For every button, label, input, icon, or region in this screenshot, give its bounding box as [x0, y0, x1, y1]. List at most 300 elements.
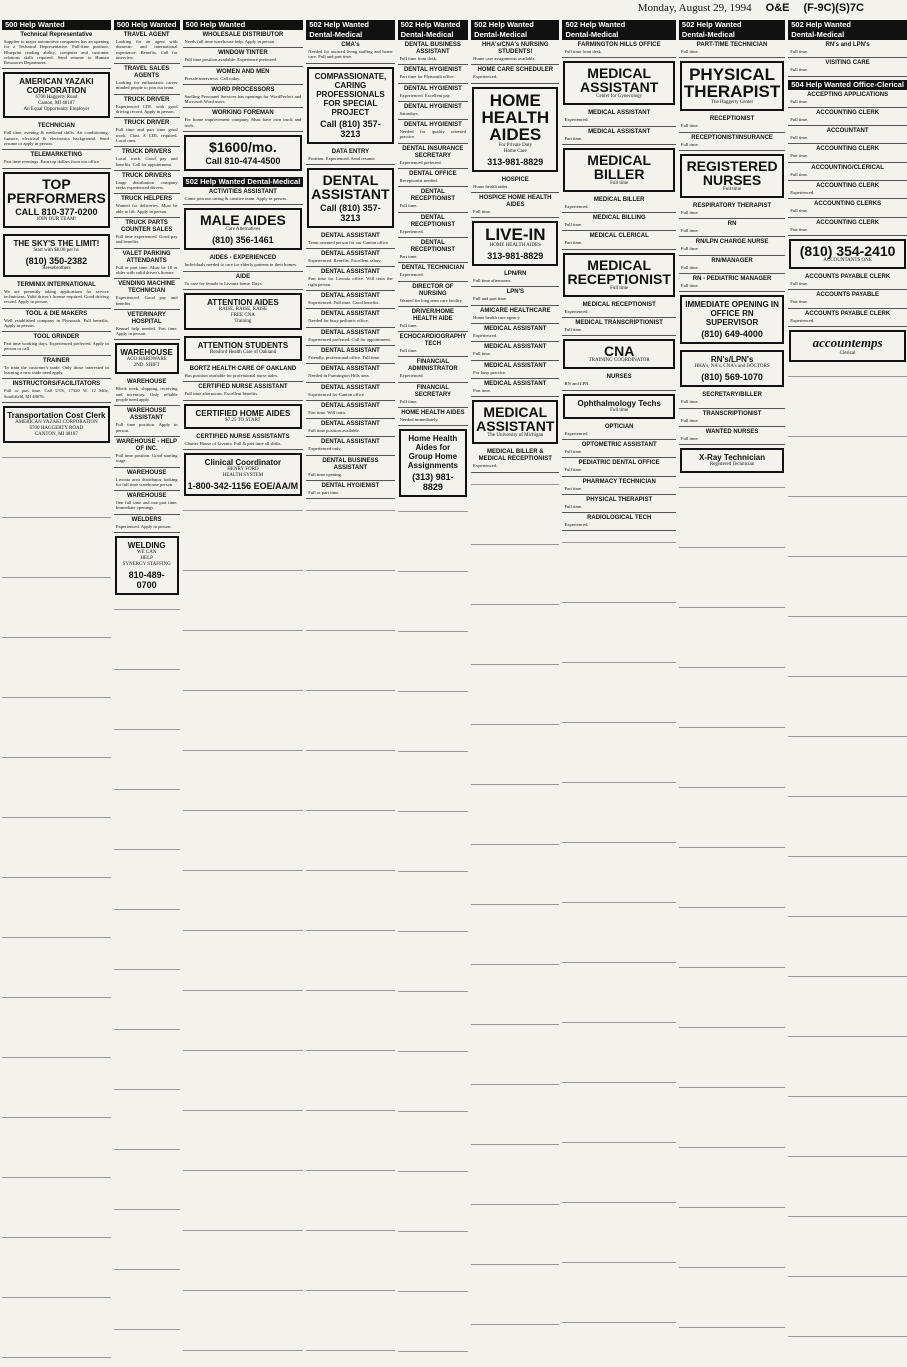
ad-body: Full time.: [680, 209, 699, 215]
ad-body: For busy practice.: [473, 369, 507, 375]
ad-body: Full time experienced. Good pay and benefits.: [115, 234, 178, 245]
column-subheading: Dental-Medical: [681, 30, 735, 39]
ad-body: Saturdays.: [399, 110, 419, 116]
display-ad: [472, 221, 558, 266]
ad-body: Full time.: [399, 398, 418, 404]
ad-body: Full time.: [790, 135, 809, 141]
ad-body: Full time.: [473, 208, 492, 214]
classified-ad: [788, 40, 907, 58]
classified-ad: [306, 437, 394, 455]
ad-title: HHA's/CNA's NURSING STUDENTS!: [482, 42, 549, 55]
display-ad: [563, 339, 674, 369]
classified-ad: [562, 495, 675, 513]
ad-title: ECHOCARDIOGRAPHY TECH: [399, 334, 467, 348]
column-subheading: Dental-Medical: [791, 30, 845, 39]
classified-ad: [306, 309, 394, 327]
display-ad-line: Full time: [722, 186, 742, 192]
display-ad-phone: 313-981-8829: [487, 251, 544, 262]
ad-title: AIDES - EXPERIENCED: [209, 255, 277, 262]
ad-body: RN and LPN.: [564, 381, 590, 387]
ad-body: Part time for Livonia office. Will train the right person.: [308, 276, 393, 287]
ad-title: DENTAL BUSINESS ASSISTANT: [404, 42, 461, 55]
ad-body: Part time.: [399, 253, 418, 259]
display-ad: [789, 330, 906, 362]
ad-body: Full time.: [790, 49, 809, 54]
ad-body: Full time.: [790, 280, 809, 286]
ad-title: DENTAL TECHNICIAN: [401, 265, 465, 272]
ad-title: DENTAL ASSISTANT: [321, 293, 380, 300]
classified-column: [2, 20, 111, 1365]
ad-title: LPN/RN: [504, 271, 527, 278]
ad-title: TRANSCRIPTIONIST: [702, 410, 762, 417]
column-heading-text: 502 Help Wanted: [565, 20, 626, 29]
classified-column: [306, 20, 394, 1365]
display-ad: [399, 429, 468, 497]
ad-title: DENTAL ASSISTANT: [321, 439, 380, 446]
ad-title: TRUCK HELPERS: [121, 196, 173, 203]
classified-ad: [114, 249, 180, 280]
ad-body: Full time front desk.: [399, 56, 438, 61]
classified-ad: [183, 30, 304, 48]
ad-body: Full time front desk.: [564, 49, 602, 54]
ad-body: Experienced.: [790, 190, 815, 196]
classified-ad: [114, 491, 180, 515]
classified-ad: [562, 477, 675, 495]
ad-title: TRUCK DRIVERS: [121, 149, 172, 156]
ad-title: DENTAL BUSINESS ASSISTANT: [322, 457, 379, 471]
classified-ad: [398, 307, 469, 332]
ad-title: CERTIFIED NURSE ASSISTANTS: [196, 433, 290, 440]
ad-title: TOOL GRINDER: [33, 334, 80, 341]
ad-title: TRAINER: [43, 357, 70, 364]
ad-body: We are presently taking applications for service technicians. Valid driver's license required. Good driving record. Apply in person.: [4, 288, 109, 305]
ad-body: Home health aides.: [473, 183, 509, 189]
ad-body: Full time.: [399, 203, 418, 209]
ad-body: Experienced. Good pay and benefits.: [115, 295, 178, 306]
classified-ad: [471, 193, 559, 218]
ad-title: INSTRUCTORS/FACILITATORS: [12, 381, 101, 388]
ad-title: RESPIRATORY THERAPIST: [693, 202, 772, 209]
classified-ad: [398, 102, 469, 120]
classified-ad: [398, 84, 469, 102]
ad-title: ACCOUNTS PAYABLE: [816, 292, 879, 299]
ad-title: ACCOUNTANT: [826, 128, 869, 135]
column-continuation-text: [471, 473, 559, 1365]
display-ad: [472, 87, 558, 172]
ad-body: Full time.: [564, 503, 583, 509]
classified-ad: [471, 175, 559, 193]
display-ad: [184, 453, 303, 496]
display-ad-line: 2ND. SHIFT: [133, 363, 160, 369]
ad-title: DENTAL HYGIENIST: [403, 85, 462, 92]
classified-column: [183, 20, 304, 1365]
column-heading-text: 500 Help Wanted: [5, 20, 65, 29]
display-ad-line: Full time: [610, 285, 629, 291]
ad-title: OPTICIAN: [604, 423, 634, 430]
ad-body: Experienced. Benefits. Excellent salary.: [308, 258, 382, 264]
ad-title: WORKING FOREMAN: [212, 110, 274, 117]
display-ad-headline: CNA: [604, 343, 635, 360]
publication-name: O&E: [765, 2, 790, 14]
ad-title: DENTAL ASSISTANT: [321, 366, 380, 373]
ad-body: Experienced.: [473, 333, 498, 339]
classified-ad: [114, 64, 180, 95]
classified-ad: [183, 85, 304, 109]
classified-ad: [788, 272, 907, 290]
ad-title: DATA ENTRY: [331, 148, 370, 155]
ad-title: Technical Representative: [20, 32, 93, 38]
ad-title: RECEPTIONIST: [709, 116, 755, 123]
ad-title: TRUCK DRIVER: [123, 96, 170, 103]
display-ad-line: HELP: [140, 555, 153, 561]
display-ad: [3, 72, 110, 118]
ad-title: TRUCK DRIVER: [123, 120, 170, 127]
classified-column: [114, 20, 180, 1365]
ad-title: DENTAL ASSISTANT: [321, 251, 380, 258]
classified-ad: [306, 346, 394, 364]
classified-ad: [2, 356, 111, 380]
column-heading-text: 502 Help Wanted: [400, 20, 461, 29]
ad-body: Full time.: [399, 322, 418, 328]
display-ad-phone: (810) 356-1461: [212, 235, 274, 246]
ad-title: BORTZ HEALTH CARE OF OAKLAND: [189, 365, 297, 372]
ad-body: Home health care agency.: [473, 314, 521, 320]
ad-title: PHYSICAL THERAPIST: [586, 496, 653, 503]
ad-title: DENTAL ASSISTANT: [321, 347, 380, 354]
ad-title: FINANCIAL SECRETARY: [414, 384, 452, 398]
classified-ad: [183, 432, 304, 450]
classified-ad: [788, 144, 907, 162]
classified-ad: [306, 364, 394, 382]
ad-body: Experienced.: [564, 308, 589, 314]
ad-body: Full time.: [790, 67, 809, 73]
classified-ad: [114, 218, 180, 249]
ad-title: VENDING MACHINE TECHNICIAN: [118, 281, 176, 295]
section-heading: 502 Help Wanted Dental-Medical: [183, 177, 304, 187]
ad-body: Full or part time.: [308, 490, 340, 496]
display-ad-phone: 810-489-0700: [128, 569, 165, 590]
column-heading-text: 502 Help Wanted: [681, 20, 742, 29]
classified-ad: [114, 30, 180, 64]
column-heading-text: 502 Help Wanted: [791, 20, 851, 29]
ad-title: AMICARE HEALTHCARE: [480, 307, 551, 314]
ad-body: Full time position. Good starting wage.: [115, 452, 178, 464]
ad-title: WAREHOUSE ASSISTANT: [126, 408, 167, 422]
display-ad-title: Clinical Coordinator: [204, 457, 282, 467]
ad-body: Full time.: [473, 351, 492, 357]
ad-title: VISITING CARE: [825, 60, 870, 67]
display-ad: [563, 61, 674, 105]
classified-ad: [562, 458, 675, 476]
ad-body: Experienced.: [790, 317, 815, 323]
display-ad-title: IMMEDIATE OPENING IN OFFICE RN SUPERVISOR: [685, 300, 779, 328]
column-continuation-text: [562, 531, 675, 1365]
ad-body: Presale interviews. Call today.: [184, 75, 241, 81]
ad-title: DENTAL RECEPTIONIST: [410, 214, 456, 228]
ad-title: RADIOLOGICAL TECH: [587, 515, 652, 522]
classified-ad: [114, 194, 180, 218]
display-ad-line: 6700 Haggerty Road: [35, 95, 78, 101]
display-ad-headline: DENTAL ASSISTANT: [311, 171, 390, 202]
column-heading-text: 500 Help Wanted: [116, 20, 177, 29]
classified-ad: [471, 306, 559, 324]
display-ad-headline: TOP PERFORMERS: [7, 175, 106, 206]
display-ad-line: The University of Michigan: [487, 433, 544, 439]
ad-title: MEDICAL ASSISTANT: [484, 326, 547, 333]
ad-body: Full time.: [680, 264, 699, 270]
display-ad-title: X-Ray Technician: [699, 453, 766, 463]
display-ad-title: AMERICAN YAZAKI CORPORATION: [19, 77, 94, 96]
classified-ad: [398, 238, 469, 263]
column-subheading: Dental-Medical: [565, 30, 619, 39]
ad-title: DENTAL HYGIENIST: [403, 67, 462, 74]
display-ad-phone: CALL 810-377-0200: [15, 206, 98, 217]
column-continuation-text: [679, 476, 785, 1365]
ad-title: PHARMACY TECHNICIAN: [582, 478, 656, 485]
display-ad-line: CANTON, MI 48187: [34, 431, 78, 437]
ad-body: Part time.: [790, 226, 809, 232]
ad-body: Part time.: [790, 153, 809, 159]
ad-title: WHOLESALE DISTRIBUTOR: [202, 32, 284, 38]
classified-ad: [398, 40, 469, 65]
classified-ad: [679, 114, 785, 132]
display-ad: [789, 239, 906, 269]
ad-body: Snelling Personnel Services has openings for WordPerfect and Microsoft Word users.: [184, 93, 302, 105]
classified-ad: [114, 118, 180, 147]
classified-ad: [398, 213, 469, 238]
ad-title: SECRETARY/BILLER: [702, 392, 762, 399]
display-ad-line: Registered Technician: [709, 462, 755, 468]
classified-ad: [398, 357, 469, 382]
ad-body: Full time afternoons. Excellent benefits.: [184, 391, 259, 397]
column-heading: [114, 20, 180, 30]
display-ad-line: Training: [234, 318, 252, 324]
ad-body: Experienced. Full time. Good benefits.: [308, 300, 380, 306]
classified-ad: [471, 65, 559, 83]
classified-ad: [183, 187, 304, 205]
ad-body: Experienced for Canton office.: [308, 391, 366, 397]
ad-title: DENTAL RECEPTIONIST: [410, 189, 456, 203]
column-heading-text: 502 Help Wanted: [309, 20, 370, 29]
display-ad-title: ATTENTION STUDENTS: [197, 340, 289, 350]
column-continuation-text: [788, 365, 907, 1365]
classified-ad: [183, 67, 304, 85]
display-ad-line: Canton, MI 48187: [37, 101, 75, 107]
column-subheading: Dental-Medical: [309, 30, 363, 39]
classified-ad: [562, 372, 675, 390]
ad-title: HOME HEALTH AIDES: [401, 410, 465, 417]
ad-title: MEDICAL BILLING: [592, 215, 646, 222]
column-subheading: Dental-Medical: [474, 30, 528, 39]
ad-title: TERMINIX INTERNATIONAL: [16, 281, 96, 288]
column-heading: [471, 20, 559, 40]
ad-title: VALET PARKING ATTENDANTS: [122, 250, 171, 264]
classified-ad: [306, 401, 394, 419]
ad-body: Full time.: [564, 467, 583, 473]
ad-body: Needed for quality oriented practice.: [399, 129, 467, 140]
display-ad-headline: PHYSICAL THERAPIST: [683, 65, 781, 102]
column-continuation-text: [114, 598, 180, 1365]
classified-ad: [471, 342, 559, 360]
ad-title: ACCOUNTING CLERK: [816, 219, 880, 226]
classified-ad: [114, 147, 180, 171]
ad-title: TRAVEL AGENT: [123, 32, 170, 38]
ad-body: Experienced.: [399, 272, 424, 278]
display-ad-phone: (810) 350-2382: [25, 255, 88, 266]
ad-body: Full time.: [790, 208, 809, 214]
ad-title: HOME CARE SCHEDULER: [477, 67, 554, 74]
display-ad-line: $7.25 TO START: [225, 417, 261, 423]
classified-ad: [398, 65, 469, 83]
ad-body: Experienced.: [399, 228, 424, 234]
ad-body: Full time and part time good work. Class A CDL required. Local runs.: [115, 127, 178, 143]
classified-ad: [562, 195, 675, 213]
classified-column: [562, 20, 675, 1365]
ad-body: Part time evenings. Earn top dollars from our office.: [4, 159, 101, 165]
ad-title: WELDERS: [131, 516, 162, 523]
display-ad-headline: $1600/mo.: [209, 139, 277, 156]
ad-body: Needed for busy pediatric office.: [308, 318, 369, 324]
classified-ad: [306, 419, 394, 437]
display-ad-line: HEALTH SYSTEM: [222, 472, 264, 478]
column-heading: [788, 20, 907, 40]
classified-ad: [562, 318, 675, 336]
ad-body: Full time.: [680, 417, 699, 423]
ad-title: DENTAL ASSISTANT: [321, 311, 380, 318]
ad-body: Wanted for long term care facility.: [399, 297, 463, 303]
ad-body: Has position available for professional nurse aides.: [184, 372, 279, 378]
classified-ad: [679, 390, 785, 408]
issue-date: Monday, August 29, 1994: [637, 2, 752, 14]
ad-title: DENTAL INSURANCE SECRETARY: [402, 145, 464, 159]
ad-title: MEDICAL TRANSCRIPTIONIST: [575, 320, 663, 327]
ad-body: Full time.: [680, 123, 699, 129]
ad-body: Block work, shipping, receiving and inventory. Only reliable people need apply.: [115, 386, 178, 403]
display-ad-line: FREE CNA: [230, 312, 255, 318]
ad-body: Full time.: [790, 98, 809, 104]
classified-ad: [2, 309, 111, 333]
classified-ad: [788, 108, 907, 126]
display-ad-headline: MALE AIDES: [199, 212, 286, 229]
ad-title: ACCOUNTS PAYABLE CLERK: [805, 310, 891, 317]
display-ad-title: WAREHOUSE: [120, 348, 173, 358]
display-ad: [563, 253, 674, 297]
ad-body: For home improvement company. Must have own truck and tools.: [184, 117, 302, 128]
display-ad-line: WE CAN: [136, 549, 157, 555]
classified-ad: [306, 249, 394, 267]
classified-ad: [306, 456, 394, 481]
classified-ad: [562, 40, 675, 58]
display-ad-line: HOME HEALTH AIDES: [489, 243, 541, 249]
ad-body: Needed immediately.: [399, 417, 439, 423]
ad-body: Experienced.: [564, 117, 589, 123]
classified-ad: [788, 126, 907, 144]
display-ad: [184, 208, 303, 250]
display-ad-phone: Call 810-474-4500: [205, 156, 281, 167]
column-continuation-text: [398, 500, 469, 1365]
ad-title: MEDICAL ASSISTANT: [588, 128, 651, 135]
ad-title: AIDE: [235, 273, 251, 280]
classified-ad: [562, 213, 675, 231]
classified-ad: [114, 279, 180, 310]
ad-body: Full time.: [399, 348, 418, 354]
classified-ad: [114, 171, 180, 195]
classified-ad: [398, 120, 469, 144]
ad-body: Experienced only.: [308, 446, 342, 452]
classified-ad: [398, 282, 469, 307]
display-ad: [3, 172, 110, 228]
ad-title: RN - PEDIATRIC MANAGER: [692, 276, 772, 283]
ad-title: TELEMARKETING: [30, 152, 83, 159]
display-ad: [307, 168, 393, 228]
ad-body: Full time.: [790, 116, 809, 122]
classified-ad: [471, 269, 559, 287]
ad-title: DENTAL ASSISTANT: [321, 329, 380, 336]
ad-body: Experienced. Apply in person.: [115, 523, 172, 529]
ad-body: Experienced.: [564, 203, 589, 209]
classified-ad: [562, 440, 675, 458]
column-heading: [679, 20, 785, 40]
classified-ad: [679, 133, 785, 151]
ad-title: DENTAL OFFICE: [409, 171, 457, 178]
display-ad-line: RAISE, RAISE, RAISE: [218, 306, 268, 312]
column-heading: [562, 20, 675, 40]
column-heading: [2, 20, 111, 30]
display-ad-headline: MEDICAL BILLER: [587, 151, 652, 182]
ad-body: Full time.: [680, 435, 699, 441]
ad-body: Full and part time.: [473, 296, 508, 302]
column-continuation-text: [2, 446, 111, 1365]
ad-body: One full time and one part time. Immediate openings.: [115, 500, 178, 511]
classified-ad: [114, 310, 180, 341]
ad-title: ACTIVITIES ASSISTANT: [208, 189, 277, 196]
classified-ad: [306, 383, 394, 401]
display-ad-line: Full time: [610, 180, 629, 186]
display-ad-title: Ophthalmology Techs: [577, 398, 661, 408]
ad-body: Full time position available. Experience preferred.: [184, 57, 278, 63]
ad-body: Home care assignments available.: [473, 56, 536, 61]
display-ad-headline: MEDICAL ASSISTANT: [580, 65, 659, 96]
display-ad-line: Reesebrothers: [42, 265, 71, 271]
classified-column: [398, 20, 469, 1365]
ad-title: ACCOUNTING CLERK: [816, 146, 880, 153]
ad-body: Part time.: [564, 485, 583, 491]
ad-body: Full time opening.: [308, 471, 343, 477]
display-ad: [680, 448, 784, 473]
ad-title: DENTAL ASSISTANT: [321, 421, 380, 428]
ad-body: Full time.: [680, 246, 699, 252]
ad-title: ACCOUNTS PAYABLE CLERK: [805, 273, 891, 280]
ad-body: Full time.: [680, 283, 699, 289]
ad-title: RN/LPN CHARGE NURSE: [695, 239, 769, 246]
ad-title: WAREHOUSE: [126, 493, 167, 500]
ad-title: WANTED NURSES: [705, 428, 759, 435]
display-ad-headline: MEDICAL RECEPTIONIST: [567, 256, 671, 287]
ad-body: Full time position available.: [308, 428, 360, 434]
display-ad: [563, 148, 674, 192]
display-ad: [3, 406, 110, 443]
ad-body: Part time working days. Experienced preferred. Apply in person or call.: [4, 341, 109, 352]
ad-body: Position. Experienced. Send resume.: [308, 155, 376, 161]
display-ad-phone: (810) 649-4000: [701, 329, 763, 340]
ad-body: Needed in Farmington Hills area.: [308, 373, 370, 379]
ad-title: TRAVEL SALES AGENTS: [124, 66, 170, 80]
classified-ad: [306, 231, 394, 249]
column-continuation-text: [306, 499, 394, 1365]
display-ad-line: TRAINING COORDINATOR: [588, 358, 650, 364]
ad-title: MEDICAL ASSISTANT: [484, 362, 547, 369]
ad-title: DRIVER/HOME HEALTH AIDE: [411, 308, 455, 322]
